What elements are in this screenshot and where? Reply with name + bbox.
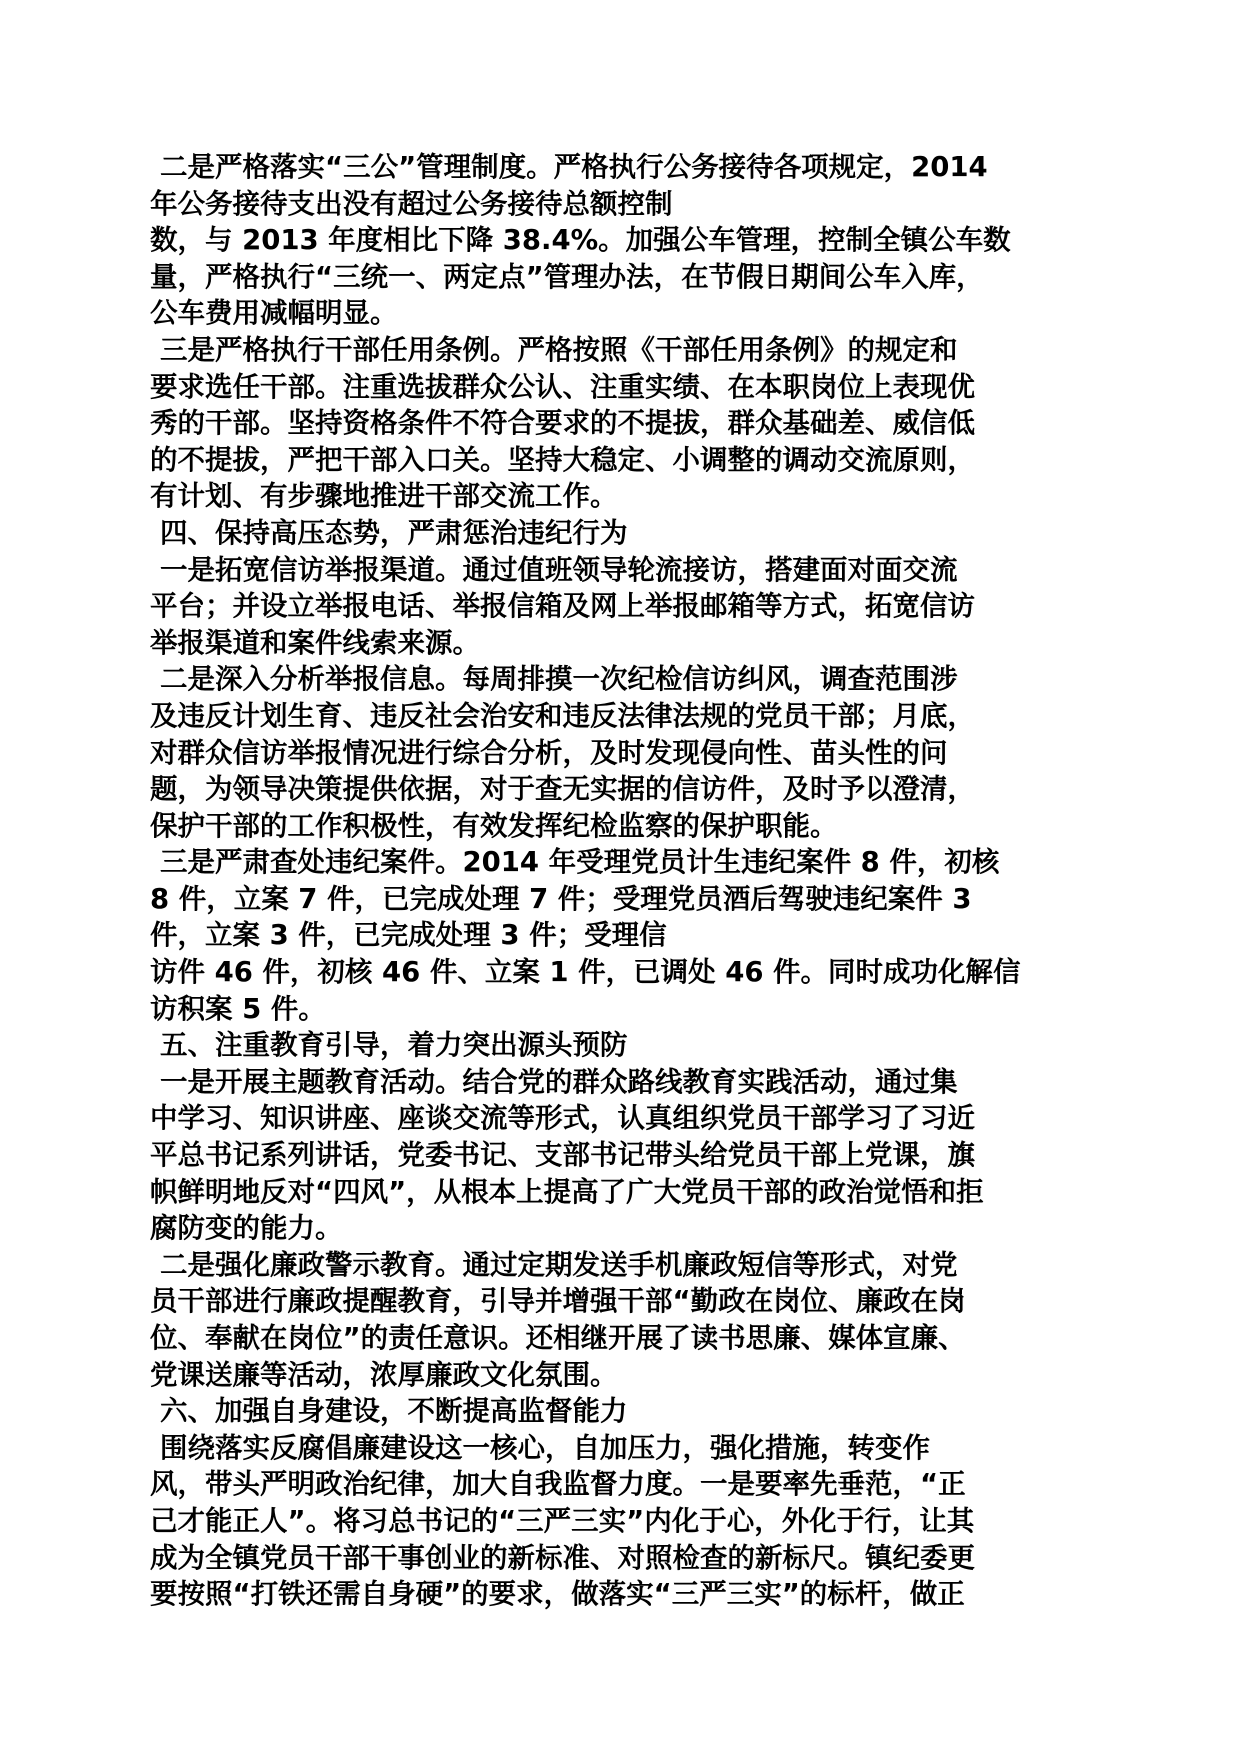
text-line: 员干部进行廉政提醒教育，引导并增强干部“勤政在岗位、廉政在岗 xyxy=(150,1285,966,1318)
text-line: 己才能正人”。将习总书记的“三严三实”内化于心，外化于行，让其 xyxy=(150,1504,975,1537)
text-line: 秀的干部。坚持资格条件不符合要求的不提拔，群众基础差、威信低 xyxy=(150,407,975,440)
text-line: 数，与 2013 年度相比下降 38.4%。加强公车管理，控制全镇公车数 xyxy=(150,224,1011,257)
document-body xyxy=(150,149,1110,1613)
text-line: 的不提拔，严把干部入口关。坚持大稳定、小调整的调动交流原则， xyxy=(150,443,975,476)
text-line: 六、加强自身建设，不断提高监督能力 xyxy=(160,1395,628,1428)
text-line: 及违反计划生育、违反社会治安和违反法律法规的党员干部；月底， xyxy=(150,699,975,732)
text-line: 位、奉献在岗位”的责任意识。还相继开展了读书思廉、媒体宣廉、 xyxy=(150,1322,966,1354)
text-line: 有计划、有步骤地推进干部交流工作。 xyxy=(150,480,618,513)
text-line: 帜鲜明地反对“四风”，从根本上提高了广大党员干部的政治觉悟和拒 xyxy=(150,1175,984,1208)
text-line: 要按照“打铁还需自身硬”的要求，做落实“三严三实”的标杆，做正 xyxy=(150,1578,965,1611)
text-line: 访件 46 件，初核 46 件、立案 1 件，已调处 46 件。同时成功化解信 xyxy=(150,956,1021,989)
text-line: 成为全镇党员干部干事创业的新标准、对照检查的新标尺。镇纪委更 xyxy=(150,1541,975,1574)
text-line: 二是严格落实“三公”管理制度。严格执行公务接待各项规定，2014 xyxy=(160,151,988,183)
text-line: 四、保持高压态势，严肃惩治违纪行为 xyxy=(160,516,628,549)
text-line: 公车费用减幅明显。 xyxy=(150,297,398,330)
text-line: 三是严格执行干部任用条例。严格按照《干部任用条例》的规定和 xyxy=(160,333,958,366)
text-line: 一是开展主题教育活动。结合党的群众路线教育实践活动，通过集 xyxy=(160,1065,958,1098)
text-line: 腐防变的能力。 xyxy=(150,1212,343,1245)
text-line: 二是深入分析举报信息。每周排摸一次纪检信访纠风，调查范围涉 xyxy=(160,663,958,696)
text-line: 保护干部的工作积极性，有效发挥纪检监察的保护职能。 xyxy=(150,809,838,842)
text-line: 年公务接待支出没有超过公务接待总额控制 xyxy=(150,187,673,220)
text-line: 8 件，立案 7 件，已完成处理 7 件；受理党员酒后驾驶违纪案件 3 xyxy=(150,882,972,915)
text-line: 要求选任干部。注重选拔群众公认、注重实绩、在本职岗位上表现优 xyxy=(150,370,975,403)
text-line: 件，立案 3 件，已完成处理 3 件；受理信 xyxy=(150,919,667,952)
text-line: 中学习、知识讲座、座谈交流等形式，认真组织党员干部学习了习近 xyxy=(150,1102,975,1135)
text-line: 党课送廉等活动，浓厚廉政文化氛围。 xyxy=(150,1358,618,1391)
text-line: 风，带头严明政治纪律，加大自我监督力度。一是要率先垂范，“正 xyxy=(150,1468,966,1501)
text-line: 平台；并设立举报电话、举报信箱及网上举报邮箱等方式，拓宽信访 xyxy=(150,590,975,623)
text-line: 题，为领导决策提供依据，对于查无实据的信访件，及时予以澄清， xyxy=(150,773,975,806)
text-line: 举报渠道和案件线索来源。 xyxy=(150,626,480,659)
text-line: 五、注重教育引导，着力突出源头预防 xyxy=(160,1029,628,1062)
text-line: 量，严格执行“三统一、两定点”管理办法，在节假日期间公车入库， xyxy=(150,260,984,293)
text-line: 访积案 5 件。 xyxy=(150,992,326,1025)
text-line: 二是强化廉政警示教育。通过定期发送手机廉政短信等形式，对党 xyxy=(160,1248,958,1281)
text-line: 围绕落实反腐倡廉建设这一核心，自加压力，强化措施，转变作 xyxy=(160,1431,930,1464)
text-line: 对群众信访举报情况进行综合分析，及时发现侵向性、苗头性的问 xyxy=(150,736,948,769)
text-line: 平总书记系列讲话，党委书记、支部书记带头给党员干部上党课，旗 xyxy=(150,1139,975,1172)
text-line: 一是拓宽信访举报渠道。通过值班领导轮流接访，搭建面对面交流 xyxy=(160,553,958,586)
text-line: 三是严肃查处违纪案件。2014 年受理党员计生违纪案件 8 件，初核 xyxy=(160,846,1000,879)
